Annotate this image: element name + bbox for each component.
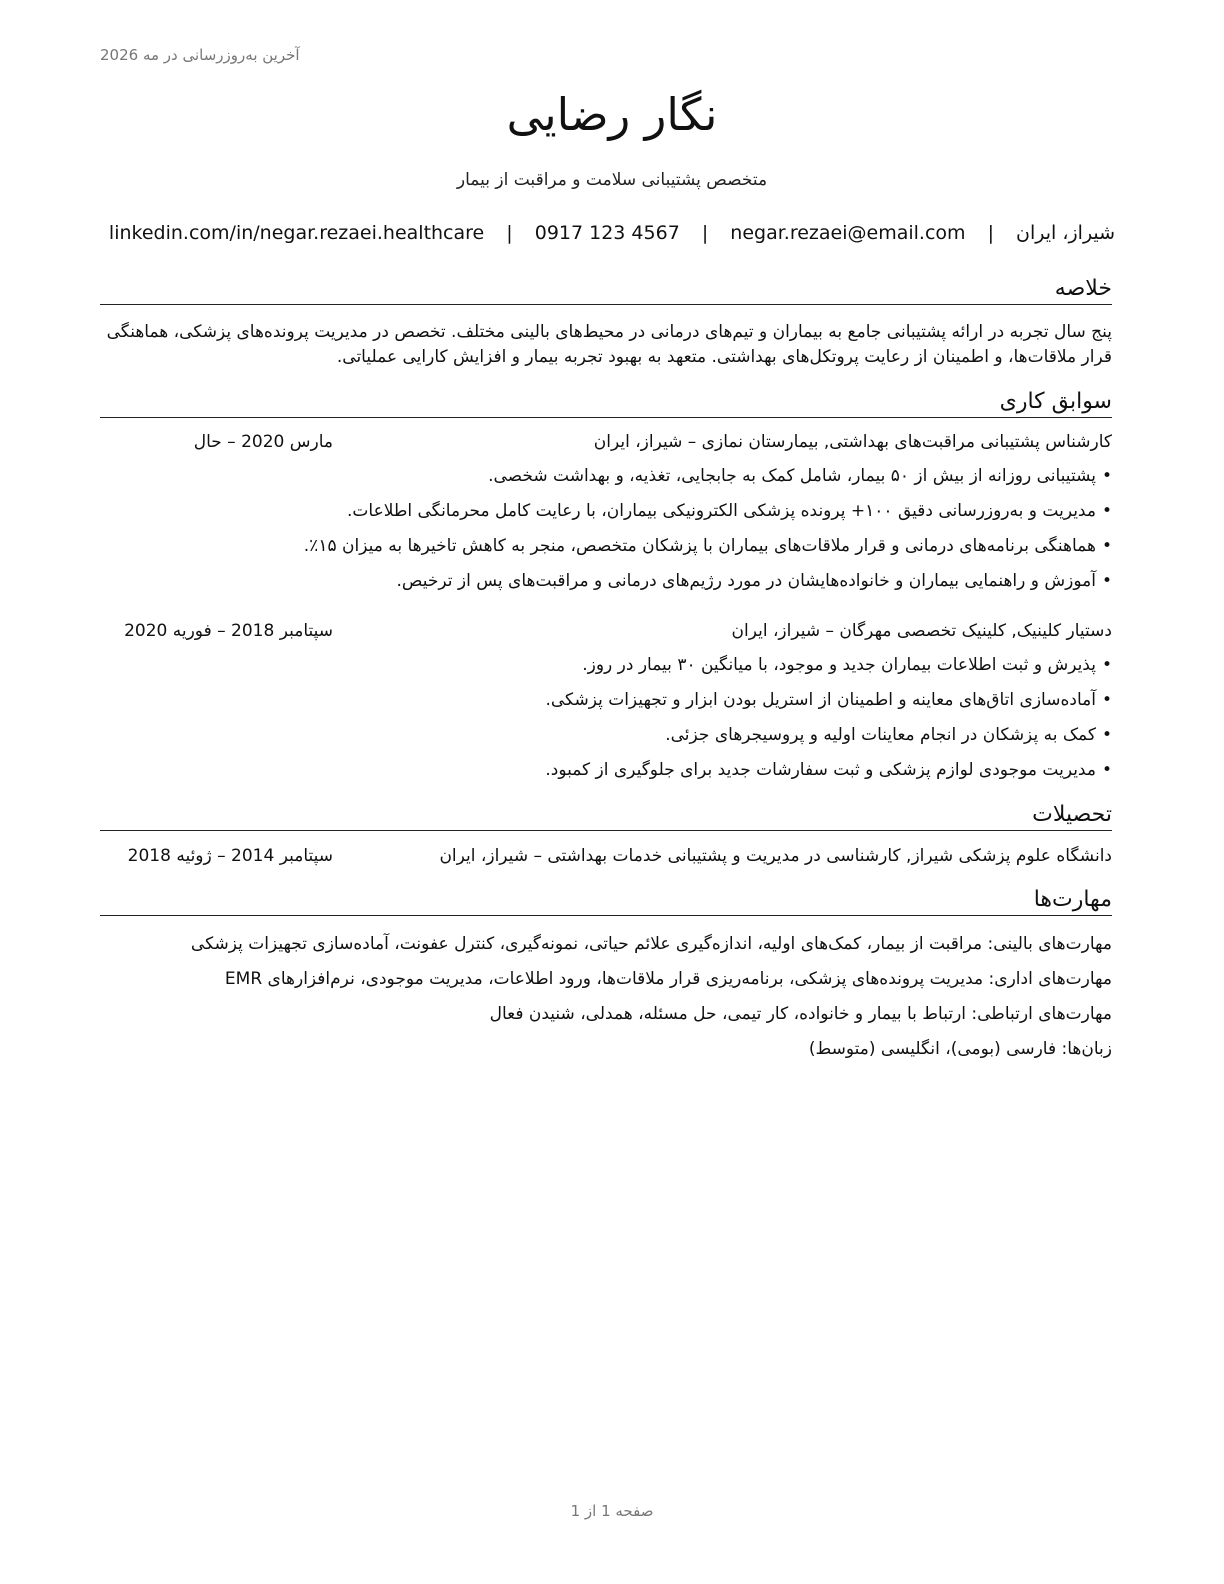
- contact-separator: |: [701, 222, 709, 244]
- education-heading: تحصیلات: [100, 802, 1112, 831]
- job-role: کارشناس پشتیبانی مراقبت‌های بهداشتی, بیمارستان نمازی – شیراز، ایران: [593, 432, 1112, 452]
- contact-separator: |: [987, 222, 994, 244]
- bullet-marker: •: [1101, 501, 1112, 521]
- bullet-marker: •: [1101, 655, 1112, 675]
- bullet-marker: •: [1101, 571, 1112, 591]
- summary-heading: خلاصه: [100, 276, 1112, 305]
- last-updated-note: آخرین به‌روزرسانی در مه 2026: [100, 46, 300, 64]
- skills-list: [100, 932, 1112, 1072]
- skill-line: مهارت‌های ارتباطی: ارتباط با بیمار و خانواده، کار تیمی، حل مسئله، همدلی، شنیدن فعال: [489, 1004, 1112, 1024]
- skill-line: مهارت‌های اداری: مدیریت پرونده‌های پزشکی، برنامه‌ریزی قرار ملاقات‌ها، ورود اطلاعات، مدیریت موجودی، نرم‌افزارهای EMR: [224, 969, 1112, 989]
- job-dates: مارس 2020 – حال: [193, 432, 333, 452]
- job-bullets: [100, 653, 1112, 793]
- job-bullets: [100, 464, 1112, 604]
- contact-location: شیراز، ایران: [1016, 222, 1116, 244]
- bullet-text: آموزش و راهنمایی بیماران و خانواده‌هایشان در مورد رژیم‌های درمانی و مراقبت‌های پس از ترخیص.: [396, 571, 1096, 591]
- education-entry: [100, 846, 1112, 872]
- education-degree: دانشگاه علوم پزشکی شیراز, کارشناسی در مدیریت و پشتیبانی خدمات بهداشتی – شیراز، ایران: [439, 846, 1112, 866]
- skills-heading: مهارت‌ها: [100, 887, 1112, 916]
- job-dates: سپتامبر 2018 – فوریه 2020: [124, 621, 333, 641]
- job-bullet: [100, 534, 1112, 569]
- experience-heading: سوابق کاری: [100, 389, 1112, 418]
- job-bullet: [100, 569, 1112, 604]
- job-bullet: [100, 723, 1112, 758]
- bullet-text: پشتیبانی روزانه از بیش از ۵۰ بیمار، شامل کمک به جابجایی، تغذیه، و بهداشت شخصی.: [488, 466, 1096, 486]
- professional-title: متخصص پشتیبانی سلامت و مراقبت از بیمار: [456, 170, 768, 190]
- bullet-marker: •: [1101, 536, 1112, 556]
- job-header: [100, 621, 1112, 647]
- job-header: [100, 432, 1112, 458]
- skill-line: مهارت‌های بالینی: مراقبت از بیمار، کمک‌های اولیه، اندازه‌گیری علائم حیاتی، نمونه‌گیری، کنترل عفونت، آماده‌سازی تجهیزات پزشکی: [190, 934, 1112, 954]
- bullet-marker: •: [1101, 760, 1112, 780]
- contact-email[interactable]: negar.rezaei@email.com: [730, 222, 966, 244]
- job-bullet: [100, 499, 1112, 534]
- contact-phone[interactable]: 0917 123 4567: [534, 222, 680, 244]
- job-bullet: [100, 464, 1112, 499]
- bullet-text: کمک به پزشکان در انجام معاینات اولیه و پروسیجرهای جزئی.: [665, 725, 1096, 745]
- job-role: دستیار کلینیک, کلینیک تخصصی مهرگان – شیراز، ایران: [731, 621, 1112, 641]
- bullet-text: مدیریت موجودی لوازم پزشکی و ثبت سفارشات جدید برای جلوگیری از کمبود.: [545, 760, 1096, 780]
- bullet-marker: •: [1101, 466, 1112, 486]
- contact-linkedin[interactable]: linkedin.com/in/negar.rezaei.healthcare: [108, 222, 485, 244]
- job-bullet: [100, 653, 1112, 688]
- page-number: صفحه 1 از 1: [570, 1502, 654, 1520]
- bullet-text: پذیرش و ثبت اطلاعات بیماران جدید و موجود، با میانگین ۳۰ بیمار در روز.: [582, 655, 1096, 675]
- skill-line: زبان‌ها: فارسی (بومی)، انگلیسی (متوسط): [808, 1039, 1112, 1059]
- bullet-marker: •: [1101, 725, 1112, 745]
- education-dates: سپتامبر 2014 – ژوئیه 2018: [127, 846, 333, 866]
- summary-text: پنج سال تجربه در ارائه پشتیبانی جامع به بیماران و تیم‌های درمانی در محیط‌های بالینی مختلف. تخصص در مدیریت پرونده‌های پزشکی، هماهنگی قرار ملاقات‌ها، و اطمینان از رعایت پروتکل‌های بهداشتی. متعهد به بهبود تجربه بیمار و افزایش کارایی عملیاتی.: [106, 322, 1112, 367]
- bullet-text: آماده‌سازی اتاق‌های معاینه و اطمینان از استریل بودن ابزار و تجهیزات پزشکی.: [545, 690, 1096, 710]
- person-name: نگار رضایی: [506, 88, 718, 141]
- contact-separator: |: [506, 222, 513, 244]
- job-bullet: [100, 758, 1112, 793]
- bullet-text: هماهنگی برنامه‌های درمانی و قرار ملاقات‌های بیماران با پزشکان متخصص، منجر به کاهش تاخیرها به میزان ۱۵٪.: [303, 536, 1096, 556]
- job-bullet: [100, 688, 1112, 723]
- bullet-text: مدیریت و به‌روزرسانی دقیق ۱۰۰+ پرونده پزشکی الکترونیکی بیماران، با رعایت کامل محرمانگی اطلاعات.: [346, 501, 1096, 521]
- bullet-marker: •: [1101, 690, 1112, 710]
- contact-line: [100, 222, 1124, 244]
